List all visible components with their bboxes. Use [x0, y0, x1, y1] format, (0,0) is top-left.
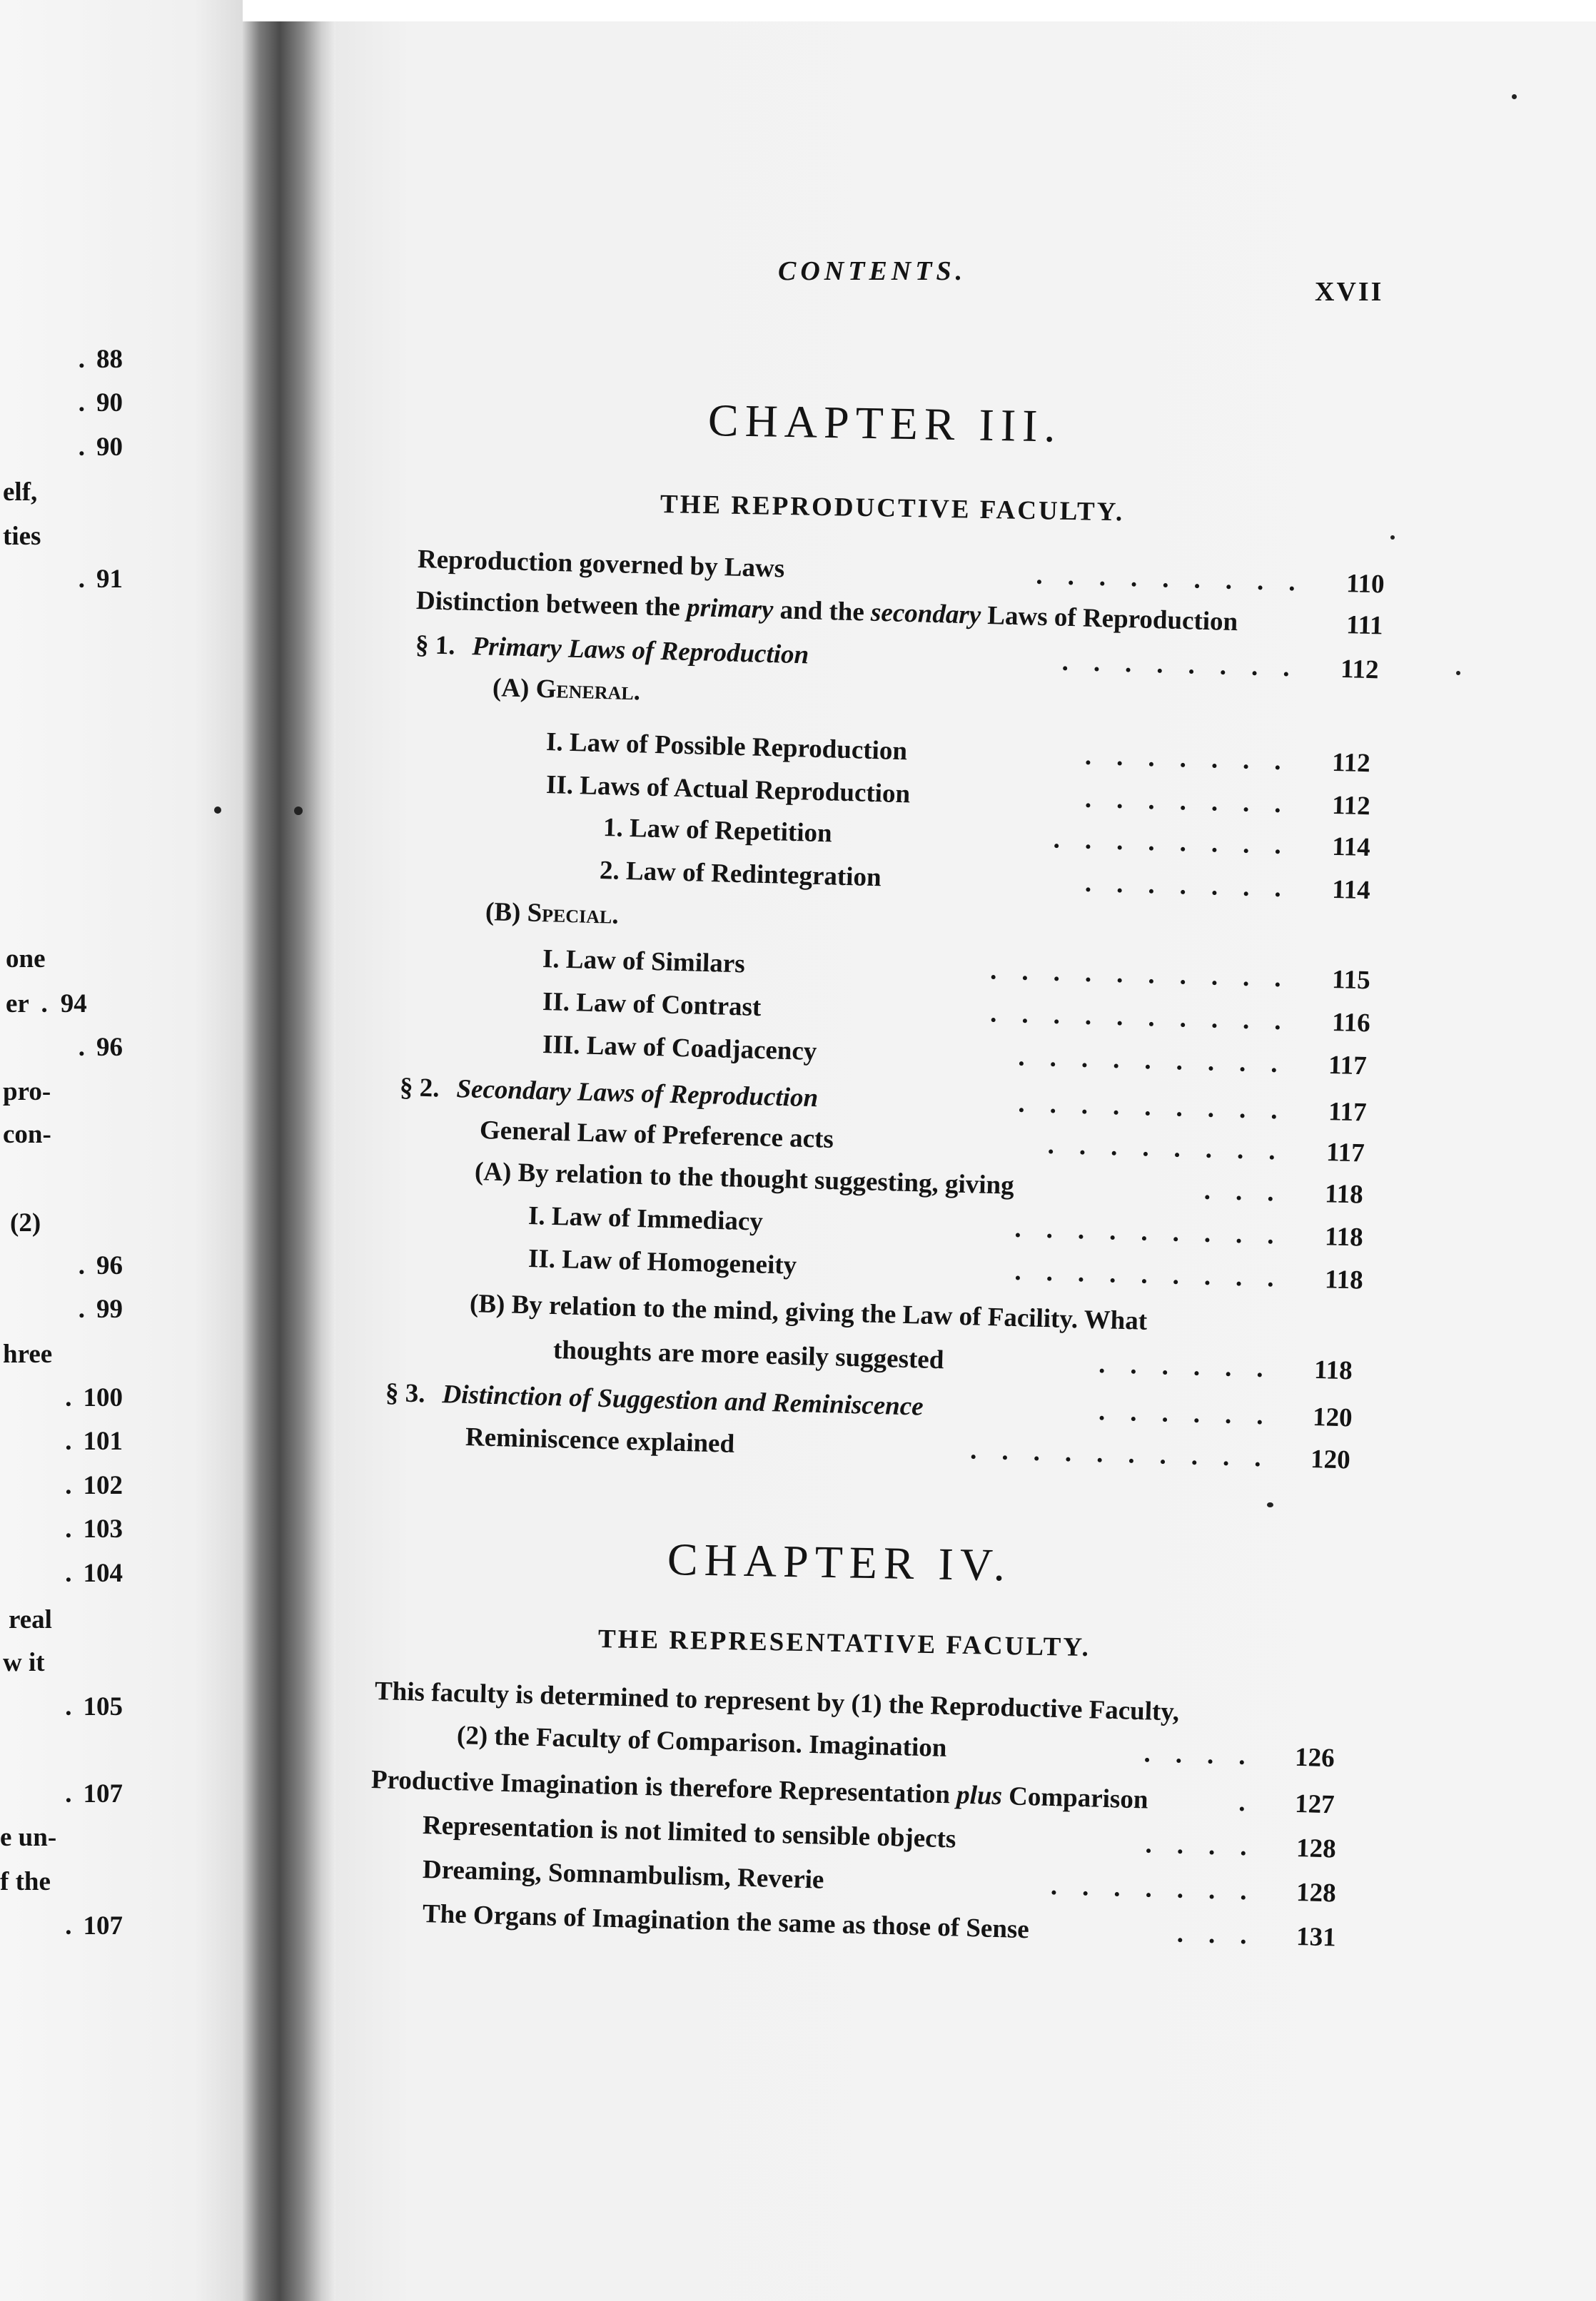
left-page-line: . 91: [78, 565, 123, 594]
toc-entry: This faculty is determined to represent by (1) the Reproductive Faculty,: [374, 1677, 1180, 1727]
left-page-fragment: (2): [10, 1208, 41, 1238]
left-page-line: . 96: [78, 1251, 123, 1280]
page-number: XVII: [1315, 277, 1384, 307]
left-page-fragment: ties: [3, 522, 41, 551]
left-page-fragment: real: [9, 1605, 52, 1634]
left-page-line: . 96: [78, 1033, 123, 1062]
left-page-line: . 101: [65, 1427, 123, 1456]
book-gutter: [243, 21, 335, 2301]
chapter-subtitle: THE REPRODUCTIVE FACULTY.: [660, 490, 1125, 527]
left-page-line: . 90: [78, 433, 123, 462]
ink-speck: [214, 806, 221, 814]
toc-entry: § 2. Secondary Laws of Reproduction ......... 117: [399, 1073, 1368, 1128]
toc-entry: II. Law of Homogeneity ......... 118: [527, 1244, 1364, 1295]
toc-entry: thoughts are more easily suggested ...... 118: [552, 1335, 1353, 1386]
toc-entry: 1. Law of Repetition ........ 114: [602, 813, 1371, 863]
left-page-fragment: f the: [0, 1867, 51, 1896]
left-page-fragment: hree: [3, 1340, 53, 1369]
toc-entry: II. Laws of Actual Reproduction ....... 112: [545, 770, 1371, 821]
toc-entry: II. Law of Contrast .......... 116: [542, 987, 1371, 1038]
ink-speck: [1456, 671, 1460, 675]
toc-entry: Distinction between the primary and the secondary Laws of Reproduction 111: [415, 586, 1384, 641]
left-page-fragment: w it: [3, 1648, 45, 1677]
left-page-fragment: e un-: [0, 1823, 57, 1852]
toc-entry: (2) the Faculty of Comparison. Imagination .... 126: [456, 1721, 1335, 1774]
toc-entry: (A) By relation to the thought suggesting, giving ... 118: [474, 1157, 1364, 1210]
toc-entry: III. Law of Coadjacency ......... 117: [542, 1030, 1368, 1081]
toc-entry: Reminiscence explained .......... 120: [465, 1422, 1351, 1475]
left-page-line: . 104: [65, 1559, 123, 1588]
left-page-line: . 99: [78, 1295, 123, 1324]
left-page-fragment: elf,: [3, 477, 38, 507]
ink-speck: [1512, 94, 1517, 99]
left-page-line: . 103: [65, 1514, 123, 1544]
toc-entry: General Law of Preference acts ........ 117: [479, 1116, 1365, 1168]
left-page-fragment: pro-: [3, 1077, 51, 1106]
left-page-fragment: con-: [3, 1120, 51, 1149]
left-page-line: . 88: [78, 345, 123, 374]
toc-entry: The Organs of Imagination the same as those of Sense ... 131: [422, 1899, 1337, 1953]
ink-speck: [294, 806, 303, 815]
toc-entry: (B) By relation to the mind, giving the Law of Facility. What: [469, 1289, 1148, 1336]
toc-entry: Representation is not limited to sensible objects .... 128: [422, 1811, 1337, 1864]
left-page-line: . 107: [65, 1779, 123, 1809]
left-page-line: er . 94: [6, 989, 87, 1018]
toc-entry: I. Law of Immediacy ......... 118: [527, 1201, 1364, 1253]
toc-entry: § 3. Distinction of Suggestion and Reminiscence ...... 120: [385, 1378, 1353, 1433]
toc-entry: I. Law of Similars .......... 115: [542, 944, 1371, 996]
left-page-line: . 105: [65, 1692, 123, 1721]
left-page-fragment: one: [6, 944, 46, 974]
left-page-line: . 90: [78, 388, 123, 418]
left-page-line: . 102: [65, 1471, 123, 1500]
left-page-line: . 107: [65, 1911, 123, 1941]
toc-entry: Productive Imagination is therefore Representation plus Comparison . 127: [370, 1765, 1335, 1820]
toc-entry: 2. Law of Redintegration ....... 114: [599, 856, 1371, 906]
chapter-title: CHAPTER III.: [707, 395, 1063, 452]
chapter-title: CHAPTER IV.: [667, 1534, 1012, 1591]
toc-entry: (B) Special.: [485, 897, 620, 930]
left-page-margin: [0, 0, 243, 2301]
toc-entry: § 1. Primary Laws of Reproduction ........ 112: [415, 630, 1380, 685]
ink-speck: [1390, 535, 1395, 540]
toc-entry: Reproduction governed by Laws ......... 110: [417, 545, 1385, 600]
left-page-line: . 100: [65, 1383, 123, 1412]
chapter-subtitle: THE REPRESENTATIVE FACULTY.: [597, 1624, 1091, 1663]
toc-entry: (A) General.: [492, 673, 641, 707]
ink-speck: [1267, 1502, 1273, 1507]
running-head: CONTENTS.: [778, 256, 967, 286]
toc-entry: Dreaming, Somnambulism, Reverie ....... 128: [422, 1855, 1337, 1908]
toc-entry: I. Law of Possible Reproduction ....... 112: [545, 727, 1371, 779]
